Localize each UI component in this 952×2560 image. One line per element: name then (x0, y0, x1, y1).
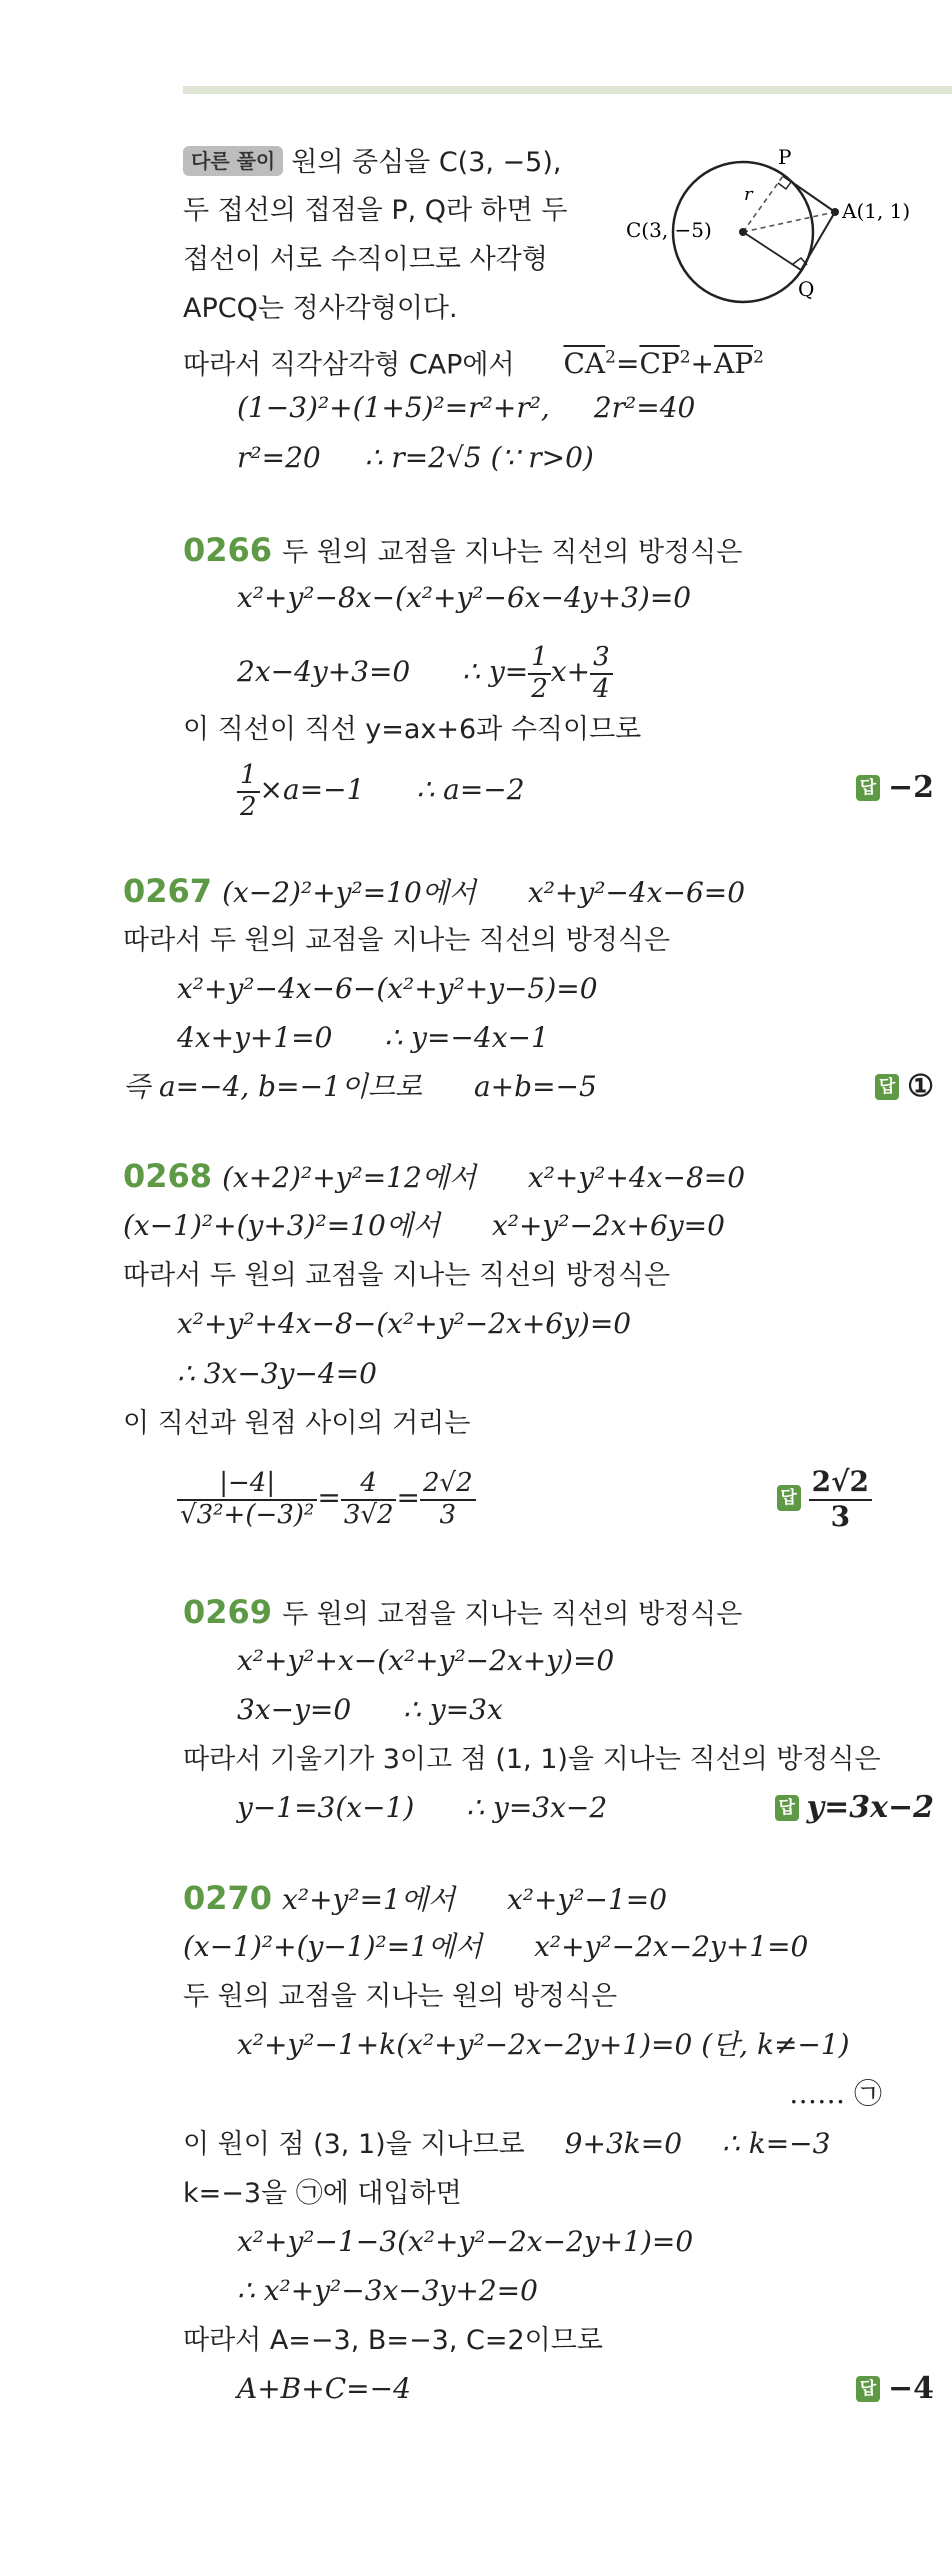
p270-answer: 답 −4 (856, 2371, 934, 2407)
p269-text-2: 따라서 기울기가 3이고 점 (1, 1)을 지나는 직선의 방정식은 (183, 1744, 881, 1775)
alt-line-4: APCQ는 정사각형이다. (183, 293, 458, 324)
p268-distance-eq: $\frac{|-4|}{\text{√3²+(−3)²}}$ = $\frac{4}{3√2}$ = $\frac{2√2}{3}$ (177, 1460, 476, 1536)
p270-text-1: 두 원의 교점을 지나는 원의 방정식은 (183, 1981, 618, 2012)
svg-text:A(1, 1): A(1, 1) (842, 199, 911, 223)
p268-answer: 답 $\frac{2√2}{3}$ (777, 1466, 872, 1533)
p266-eq-2: 2x−4y+3=0 ∴ y= $\frac{1}{2}$ x+ $\frac{3}{4}$ (237, 640, 613, 704)
p270-text-3: k=−3을 ㉠에 대입하면 (183, 2178, 462, 2209)
p270-eq-6: A+B+C=−4 (237, 2372, 411, 2405)
p270-eq-3: x²+y²−1+k(x²+y²−2x−2y+1)=0 (단, k≠−1) (237, 2028, 850, 2061)
p266-eq-3: $\frac{1}{2}$ ×a=−1 ∴ a=−2 (237, 758, 525, 822)
problem-number: 0269 (183, 1593, 273, 1631)
p268-eq-2: (x−1)²+(y+3)²=10에서 x²+y²−2x+6y=0 (123, 1209, 725, 1242)
alt-line-2: 두 접선의 접점을 P, Q라 하면 두 (183, 195, 568, 226)
problem-number: 0268 (123, 1157, 213, 1195)
alt-line-6: (1−3)²+(1+5)²=r²+r², 2r²=40 (237, 391, 696, 424)
svg-text:r: r (744, 184, 753, 205)
p269-answer: 답 y=3x−2 (775, 1790, 934, 1826)
problem-0269-heading: 0269 두 원의 교점을 지나는 직선의 방정식은 (183, 1593, 743, 1631)
p269-eq-3: y−1=3(x−1) ∴ y=3x−2 (237, 1791, 608, 1824)
alt-solution-badge: 다른 풀이 (183, 146, 283, 176)
p266-answer: 답 −2 (856, 770, 934, 806)
p268-eq-3: x²+y²+4x−8−(x²+y²−2x+6y)=0 (177, 1307, 632, 1340)
p267-eq-2: x²+y²−4x−6−(x²+y²+y−5)=0 (177, 972, 598, 1005)
p270-eq-2: (x−1)²+(y−1)²=1에서 x²+y²−2x−2y+1=0 (183, 1930, 809, 1963)
p269-eq-2: 3x−y=0 ∴ y=3x (237, 1693, 503, 1726)
p270-text-2: 이 원이 점 (3, 1)을 지나므로 9+3k=0 ∴ k=−3 (183, 2127, 831, 2160)
p270-eq-4: x²+y²−1−3(x²+y²−2x−2y+1)=0 (237, 2225, 694, 2258)
p270-text-4: 따라서 A=−3, B=−3, C=2이므로 (183, 2325, 603, 2356)
pythagoras-equation: $\overline{CA}^2=\overline{CP}^2+\overline{AP}^2$ (563, 347, 764, 381)
p266-text-2: 이 직선이 직선 y=ax+6과 수직이므로 (183, 714, 642, 745)
alt-line-7: r²=20 ∴ r=2√5 (∵ r>0) (237, 441, 594, 474)
answer-badge: 답 (856, 775, 880, 801)
p266-eq-1: x²+y²−8x−(x²+y²−6x−4y+3)=0 (237, 581, 692, 614)
p267-text-1: 따라서 두 원의 교점을 지나는 직선의 방정식은 (123, 925, 671, 956)
svg-text:P: P (778, 145, 792, 169)
p267-eq-3: 4x+y+1=0 ∴ y=−4x−1 (177, 1021, 549, 1054)
p268-text-1: 따라서 두 원의 교점을 지나는 직선의 방정식은 (123, 1260, 671, 1291)
answer-badge: 답 (775, 1795, 799, 1821)
p269-eq-1: x²+y²+x−(x²+y²−2x+y)=0 (237, 1644, 615, 1677)
problem-0266-heading: 0266 두 원의 교점을 지나는 직선의 방정식은 (183, 531, 743, 569)
answer-badge: 답 (875, 1074, 899, 1100)
problem-0270-heading: 0270 x²+y²=1에서 x²+y²−1=0 (183, 1879, 668, 1917)
top-divider-bar (183, 86, 952, 94)
answer-badge: 답 (777, 1485, 801, 1511)
svg-text:C(3, −5): C(3, −5) (626, 218, 712, 242)
p267-answer: 답 ① (875, 1069, 934, 1105)
p268-text-2: 이 직선과 원점 사이의 거리는 (123, 1408, 471, 1439)
alt-line-3: 접선이 서로 수직이므로 사각형 (183, 244, 548, 275)
p270-eq-5: ∴ x²+y²−3x−3y+2=0 (237, 2274, 538, 2307)
svg-text:Q: Q (798, 277, 815, 301)
problem-0267-heading: 0267 (x−2)²+y²=10에서 x²+y²−4x−6=0 (123, 872, 746, 910)
alt-line-5: 따라서 직각삼각형 CAP에서 $\overline{CA}^2=\overline{CP}^2+\overline{AP}^2$ (183, 347, 764, 381)
problem-number: 0266 (183, 531, 273, 569)
problem-number: 0267 (123, 872, 213, 910)
p267-eq-4: 즉 a=−4, b=−1이므로 a+b=−5 (123, 1070, 597, 1103)
p268-eq-4: ∴ 3x−3y−4=0 (177, 1357, 377, 1390)
problem-0268-heading: 0268 (x+2)²+y²=12에서 x²+y²+4x−8=0 (123, 1157, 746, 1195)
problem-number: 0270 (183, 1879, 273, 1917)
answer-badge: 답 (856, 2376, 880, 2402)
p270-eq-3-ref: …… ㉠ (789, 2077, 882, 2110)
alt-line-1: 다른 풀이 원의 중심을 C(3, −5), (183, 144, 561, 181)
tangent-circle-diagram (618, 138, 952, 308)
